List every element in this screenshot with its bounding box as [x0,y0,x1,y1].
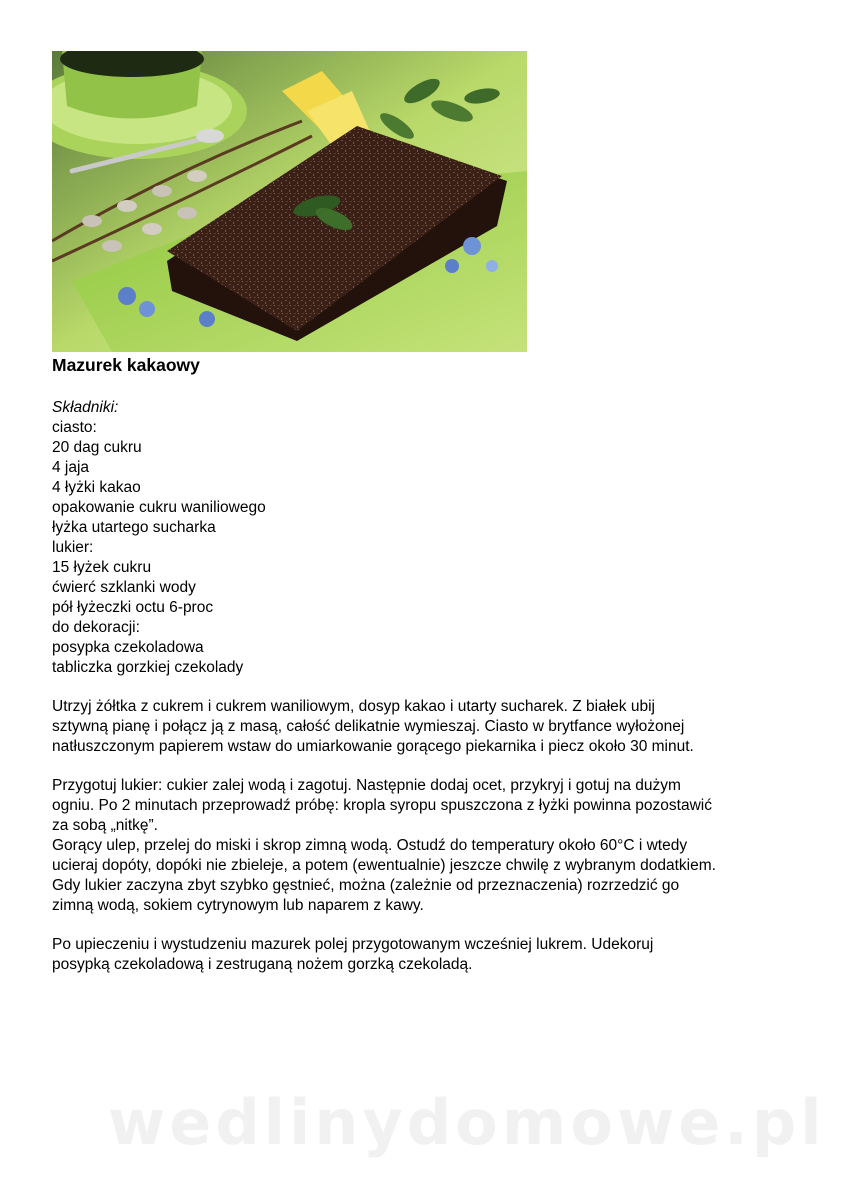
paragraph-line: Przygotuj lukier: cukier zalej wodą i zagotuj. Następnie dodaj ocet, przykryj i gotuj na dużym [52,777,681,794]
paragraph-line: posypką czekoladową i zestruganą nożem gorzką czekoladą. [52,956,473,973]
instructions-paragraph-3 [52,935,653,975]
instructions-paragraph-1 [52,697,694,757]
paragraph-line: natłuszczonym papierem wstaw do umiarkowanie gorącego piekarnika i piecz około 30 minut. [52,738,694,755]
paragraph-line: Po upieczeniu i wystudzeniu mazurek polej przygotowanym wcześniej lukrem. Udekoruj [52,936,654,953]
ingredient-item: 4 jaja [52,459,90,476]
ingredients-list [52,398,266,678]
paragraph-line: ucieraj dopóty, dopóki nie zbieleje, a potem (ewentualnie) jeszcze chwilę z wybranym dodatkiem. [52,857,716,874]
ingredient-item: 15 łyżek cukru [52,559,152,576]
ingredient-item: posypka czekoladowa [52,639,204,656]
paragraph-line: za sobą „nitkę”. [52,817,158,834]
ingredients-heading: Składniki: [52,399,119,416]
ingredient-item: 4 łyżki kakao [52,479,141,496]
ingredient-item: ćwierć szklanki wody [52,579,196,596]
paragraph-line: sztywną pianę i połącz ją z masą, całość delikatnie wymieszaj. Ciasto w brytfance wyłożonej [52,718,685,735]
ingredient-item: lukier: [52,539,94,556]
paragraph-line: ogniu. Po 2 minutach przeprowadź próbę: kropla syropu spuszczona z łyżki powinna pozostawić [52,797,712,814]
paragraph-line: Gdy lukier zaczyna zbyt szybko gęstnieć, można (zależnie od przeznaczenia) rozrzedzić go [52,877,680,894]
ingredient-item: 20 dag cukru [52,439,142,456]
recipe-title: Mazurek kakaowy [52,355,200,375]
instructions-paragraph-2 [52,776,716,916]
paragraph-line: zimną wodą, sokiem cytrynowym lub naparem z kawy. [52,897,424,914]
ingredient-item: ciasto: [52,419,97,436]
ingredient-item: pół łyżeczki octu 6-proc [52,599,214,616]
paragraph-line: Gorący ulep, przelej do miski i skrop zimną wodą. Ostudź do temperatury około 60°C i wtedy [52,837,688,854]
ingredient-item: do dekoracji: [52,619,140,636]
ingredient-item: opakowanie cukru waniliowego [52,499,266,516]
ingredient-item: łyżka utartego sucharka [52,519,216,536]
watermark: wedlinydomowe.pl [108,1086,826,1159]
recipe-photo [52,51,527,352]
ingredient-item: tabliczka gorzkiej czekolady [52,659,244,676]
paragraph-line: Utrzyj żółtka z cukrem i cukrem waniliowym, dosyp kakao i utarty sucharek. Z białek ubij [52,698,655,715]
